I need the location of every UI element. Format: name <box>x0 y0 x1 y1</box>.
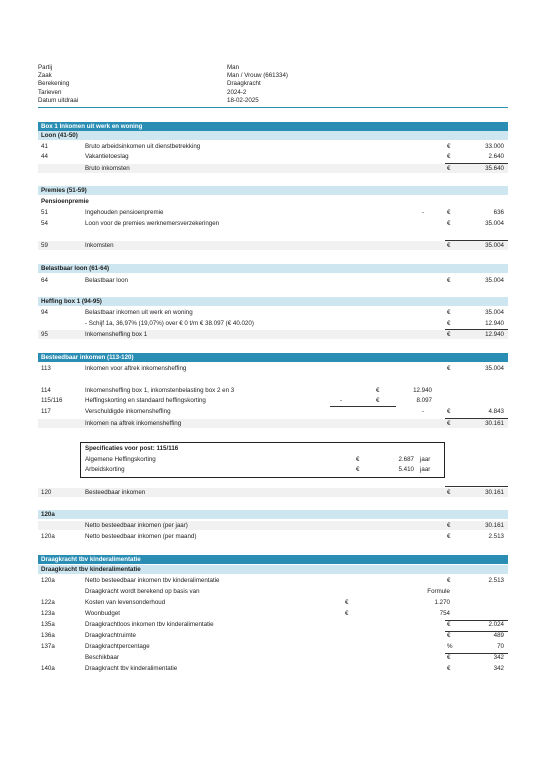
row-netto-maand: 120a Netto besteedbaar inkomen (per maand) € 2.513 <box>41 533 504 540</box>
row-123a: 123a Woonbudget € 754 <box>41 610 450 617</box>
specificatie-title: Specificaties voor post: 115/116 <box>85 445 179 452</box>
row-95: 95 Inkomensheffing box 1 € 12.940 <box>38 330 508 339</box>
divider <box>38 107 508 108</box>
row-122a: 122a Kosten van levensonderhoud € 1.270 <box>41 599 450 606</box>
document-meta <box>38 64 508 105</box>
subheader-loon: Loon (41-50) <box>38 131 508 140</box>
row-94: 94 Belastbaar inkomen uit werk en woning € 35.004 <box>41 309 504 316</box>
meta-datum: Datum uitdraai 18-02-2025 <box>38 96 259 104</box>
row-113: 113 Inkomen voor aftrek inkomensheffing € 35.004 <box>41 365 504 372</box>
row-64: 64 Belastbaar loon € 35.004 <box>41 277 504 284</box>
row-schijf: - Schijf 1a, 36,97% (19,07%) over € 0 t/m € 38.097 (€ 40.020) € 12.940 <box>85 320 504 327</box>
subheader-belastbaar-loon: Belastbaar loon (61-64) <box>38 264 508 273</box>
row-135a: 135a Draagkrachtloos inkomen tbv kinderalimentatie € 2.024 <box>41 621 504 628</box>
row-140a: 140a Draagkracht tbv kinderalimentatie € 342 <box>41 665 504 672</box>
specificatie-box: Specificaties voor post: 115/116 Algemene Heffingskorting € 2.687 jaar Arbeidskorting € 5.410 jaar <box>80 442 445 478</box>
section-header-draagkracht: Draagkracht tbv kinderalimentatie <box>38 555 508 564</box>
row-41: 41 Bruto arbeidsinkomen uit dienstbetrekking € 33.000 <box>41 143 504 150</box>
meta-tarieven: Tarieven 2024-2 <box>38 88 247 96</box>
row-basis: Draagkracht wordt berekend op basis van Formule <box>85 588 450 595</box>
row-137a: 137a Draagkrachtpercentage % 70 <box>41 643 504 650</box>
row-51: 51 Ingehouden pensioenpremie - € 636 <box>41 209 504 216</box>
row-54: 54 Loon voor de premies werknemersverzekeringen € 35.004 <box>41 220 504 227</box>
row-na-aftrek: Inkomen na aftrek inkomensheffing € 30.161 <box>38 419 508 428</box>
row-netto-jaar: Netto besteedbaar inkomen (per jaar) € 30.161 <box>38 521 508 530</box>
row-117: 117 Verschuldigde inkomensheffing - € 4.843 <box>41 408 504 415</box>
sum-line <box>445 486 508 487</box>
row-beschikbaar: Beschikbaar € 342 <box>85 654 504 661</box>
row-120a-kinder: 120a Netto besteedbaar inkomen tbv kinderalimentatie € 2.513 <box>41 577 504 584</box>
row-44: 44 Vakantietoeslag € 2.640 <box>41 153 504 160</box>
section-header-besteedbaar: Besteedbaar inkomen (113-120) <box>38 353 508 362</box>
subheader-premies: Premies (51-59) <box>38 186 508 195</box>
section-header-box1: Box 1 Inkomen uit werk en woning <box>38 122 508 131</box>
pensioenpremie-label: Pensioenpremie <box>41 198 89 205</box>
subheader-120a: 120a <box>38 510 508 519</box>
meta-zaak: Zaak Man / Vrouw (661334) <box>38 72 288 80</box>
row-115-116: 115/116 Heffingskorting en standaard heffingskorting - € 8.097 <box>41 397 432 404</box>
row-bruto-inkomsten: Bruto inkomsten € 35.640 <box>38 164 508 173</box>
row-114: 114 Inkomensheffing box 1, inkomstenbelasting box 2 en 3 € 12.940 <box>41 387 432 394</box>
subheader-draagkracht: Draagkracht tbv kinderalimentatie <box>38 565 508 574</box>
subheader-heffing: Heffing box 1 (94-95) <box>38 297 508 306</box>
row-136a: 136a Draagkrachtruimte € 489 <box>41 632 504 639</box>
row-59: 59 Inkomsten € 35.004 <box>38 241 508 250</box>
meta-berekening: Berekening Draagkracht <box>38 80 261 88</box>
meta-partij: Partij Man <box>38 64 240 71</box>
row-120: 120 Besteedbaar inkomen € 30.161 <box>38 488 508 497</box>
